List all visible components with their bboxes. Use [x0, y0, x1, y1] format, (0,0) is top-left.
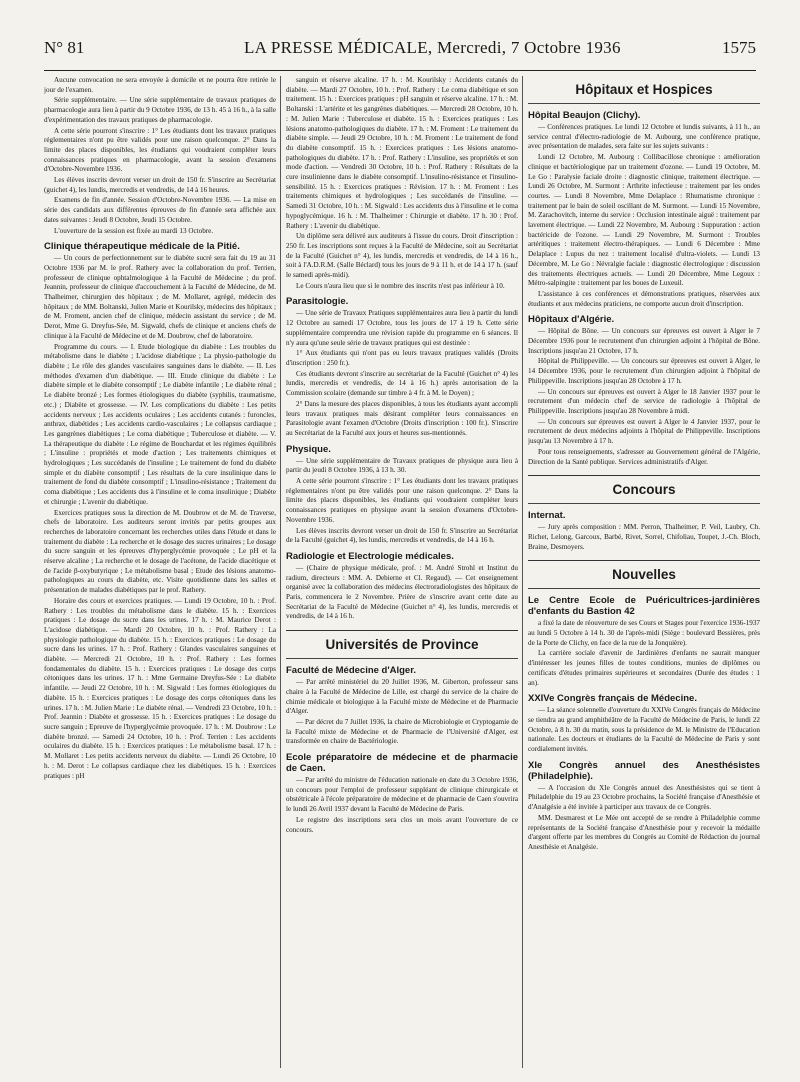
paragraph: — Conférences pratiques. Le lundi 12 Octobre et lundis suivants, à 11 h., au service central d'électro-radiologie de M. Aubourg, une conférence pratique, avec présentation de malades, sera faite sur les sujets suivants : [528, 123, 760, 151]
paragraph: Le Cours n'aura lieu que si le nombre des inscrits n'est pas inférieur à 10. [296, 281, 505, 290]
paragraph: Série supplémentaire. — Une série supplémentaire de travaux pratiques de pharmacologie aura lieu à partir du 9 Octobre 1936, de 13 h. 45 à 16 h., à la salle d'expérimentation des travaux pratiques de pharmacologie. [44, 96, 276, 124]
subsection-heading: Parasitologie. [286, 296, 349, 308]
paragraph: Exercices pratiques sous la direction de M. Doubrow et de M. de Traverse, chefs de laboratoire. Les auditeurs seront invités par petits groupes aux recherches de laboratoire concernant les recherches utiles dans l'étude et dans le traitement du diabète : La recherche et le dosage des sucres urinaires ; Le dosage du sucre sanguin et les épreuves d'hyperglycémie provoquée ; Le pH et la réserve alcaline ; La recherche et le dosage de l'acétone, de l'acide diacétique et de l'acide β-oxybutyrique ; Le métabolisme basal ; Etude des lésions anatomo-pathologiques au cours du diabète, etc. Visite quotidienne dans les salles et présentation de malades diabétiques par le prof. Rathery. [44, 508, 276, 595]
subsection-heading: Le Centre Ecole de Puéricultrices-jardinières d'enfants du Bastion 42 [528, 595, 760, 618]
paragraph: Un diplôme sera délivré aux auditeurs à l'issue du cours. Droit d'inscription : 250 fr. Les inscriptions sont reçues à la Faculté de Médecine, soit au Secrétariat de la Faculté (Guichet n° 4), les lundis, mercredis et vendredis, de 14 à 16 h., soit à l'A.D.R.M. (Salle Béclard) tous les jours de 9 à 11 h. et de 14 à 17 h. (sauf le samedi après-midi). [286, 232, 518, 280]
paragraph: L'assistance à ces conférences et démonstrations pratiques, réservées aux étudiants et aux médecins praticiens, ne comporte aucun droit d'inscription. [528, 289, 760, 308]
paragraph: A cette série pourront s'inscrire : 1° Les étudiants dont les travaux pratiques réglementaires n'ont pu être validés pour une raison quelconque. 2° Dans la limite des places disponibles, les étudiants qui voudraient compléter leurs connaissances pratiques en physique avant la session d'examens d'Octobre-Novembre 1936. [286, 477, 518, 524]
section-rule [528, 560, 760, 561]
page-header [44, 30, 756, 71]
section-heading: Nouvelles [528, 567, 760, 589]
page-number: 1575 [722, 38, 756, 57]
issue-number: N° 81 [44, 38, 85, 57]
paragraph: — Jury après composition : MM. Perron, Thalheimer, P. Veil, Laubry, Ch. Richet, Lelong, Garcoux, Barbé, Rivet, Sorrel, Chifoliau, Toupet, J.-Ch. Bloch, Braine, Desmoyers. [528, 523, 760, 551]
subsection-heading: Clinique thérapeutique médicale de la Pitié. [44, 241, 240, 253]
section-rule [286, 630, 518, 631]
paragraph: Les élèves inscrits devront verser un droit de 150 fr. S'inscrire au Secrétariat de la Faculté (guichet 4), les lundis, mercredis et vendredis, de 14 à 16 h. [286, 526, 518, 545]
subsection-heading: XXIVe Congrès français de Médecine. [528, 693, 697, 705]
paragraph: Hôpital de Philippeville. — Un concours sur épreuves est ouvert à Alger, le 14 Décembre 1936, pour le recrutement d'un chirurgien adjoint à l'hôpital de Philippeville. Inscriptions jusqu'au 28 Octobre à 17 h. [528, 357, 760, 385]
paragraph: Les élèves inscrits devront verser un droit de 150 fr. S'inscrire au Secrétariat (guichet 4), les lundis, mercredis et vendredis, de 14 à 16 heures. [44, 176, 276, 194]
paragraph: 2° Dans la mesure des places disponibles, à tous les étudiants ayant accompli leurs travaux pratiques mais désirant compléter leurs connaissances en Parasitologie avant l'examen d'Octobre (Droits d'inscription : 100 fr.). S'inscrire au Secrétariat de la Faculté aux jours et heures sus-mentionnés. [286, 399, 518, 437]
column-divider [522, 76, 523, 1068]
journal-title: LA PRESSE MÉDICALE, Mercredi, 7 Octobre 1936 [244, 38, 621, 57]
paragraph: — Par arrêté ministériel du 20 Juillet 1936, M. Giberton, professeur sans chaire à la Faculté de Médecine de Lille, est chargé du service de la chaire de chimie médicale et biologique à la Faculté mixte de Médecine et de Pharmacie d'Alger. [286, 678, 518, 716]
paragraph: — Par arrêté du ministre de l'éducation nationale en date du 3 Octobre 1936, un concours pour l'emploi de professeur suppléant de clinique chirurgicale et obstétricale à l'école préparatoire de médecine et de pharmacie de Caen s'ouvrira le lundi 26 Avril 1937 devant la Faculté de Médecine de Paris. [286, 776, 518, 814]
section-heading: Hôpitaux et Hospices [528, 82, 760, 104]
subsection-heading: Ecole préparatoire de médecine et de pharmacie de Caen. [286, 752, 518, 775]
paragraph: Aucune convocation ne sera envoyée à domicile et ne pourra être retirée le jour de l'examen. [44, 76, 276, 94]
paragraph: — Un concours sur épreuves est ouvert à Alger le 18 Janvier 1937 pour le recrutement d'un médecin chef de service de radiologie à l'hôpital de Philippeville. Inscriptions jusqu'au 28 Novembre à midi. [528, 387, 760, 415]
subsection-heading: Hôpitaux d'Algérie. [528, 314, 615, 326]
subsection-heading: Physique. [286, 443, 331, 455]
column-divider [280, 76, 281, 1068]
subsection-heading: Radiologie et Electrologie médicales. [286, 550, 454, 562]
column-2 [286, 76, 518, 1068]
section-heading: Universités de Province [286, 637, 518, 659]
paragraph: Horaire des cours et exercices pratiques. — Lundi 19 Octobre, 10 h. : Prof. Rathery : Les troubles du métabolisme dans le diabète. 15 h. : Exercices pratiques : Le dosage du sucre dans les urines. 17 h. : M. Maurice Derot : L'acidose diabétique. — Mardi 20 Octobre, 10 h. : Prof. Rathery : La physiologie pathologique du diabète. 15 h. : Exercices pratiques : Le dosage du sucre dans les urines. 17 h. : Prof. Rathery : Glandes vasculaires sanguines et diabète. — Mercredi 21 Octobre, 10 h. : Prof. Rathery : Les formes fondamentales du diabète. 15 h. : Exercices pratiques : Le dosage des corps cétoniques dans les urines. 17 h. : Mme Germaine Dreyfus-Sée : Le diabète infantile. — Jeudi 22 Octobre, 10 h. : M. Sigwald : Les formes étiologiques du diabète. 15 h. : Exercices pratiques : Le dosage des corps cétoniques dans les urines. 17 h. : M. Julien Marie : Le diabète rénal. — Vendredi 23 Octobre, 10 h. : Prof. Jeannin : Diabète et grossesse. 15 h. : Exercices pratiques : Le dosage du sucre sanguin ; Epreuve de l'hyperglycémie provoquée. 17 h. : M. Doubrow : Le diabète bronzé. — Samedi 24 Octobre, 10 h. : Prof. Terrien : Les accidents oculaires du diabète. 15 h. : Exercices pratiques : Le métabolisme basal. 17 h. : M. Mollaret : Les petits accidents nerveux du diabète. — Lundi 26 Octobre, 10 h. : M. Derot : Le collapsus cardiaque chez les diabétiques. 15 h. : Exercices pratiques : pH [44, 596, 276, 780]
column-1 [44, 76, 276, 1068]
paragraph: A cette série pourront s'inscrire : 1° Les étudiants dont les travaux pratiques réglementaires n'ont pu être validés pour une raison quelconque. 2° Dans la limite des places disponibles, les étudiants qui voudraient compléter leurs connaissances pratiques en pharmacologie, avant la session d'examens d'Octobre-Novembre 1936. [44, 126, 276, 174]
subsection-heading: Hôpital Beaujon (Clichy). [528, 110, 641, 121]
paragraph: — (Chaire de physique médicale, prof. : M. André Strohl et Institut du radium, directeurs : MM. A. Debierne et Cl. Regaud). — Cet enseignement organisé avec la collaboration des médecins électroradiologistes des hôpitaux de Paris, commencera le 2 Novembre. Prière de s'inscrire avant cette date au Secrétariat de la Faculté de Médecine (Guichet n° 4), les lundis, mercredis et vendredis, de 14 à 16 h. [286, 563, 518, 621]
paragraph: Lundi 12 Octobre, M. Aubourg : Collibacillose chronique : amélioration clinique et bactériologique par un traitement d'ozone. — Lundi 19 Octobre, M. Le Go : Paralysie faciale droite : diagnostic clinique, traitement électrique. — Lundi 26 Octobre, M. Surmont : Arthrite infectieuse : traitement par les ondes courtes. — Lundi 8 Novembre, Mme Delaplace : Rhumatisme chronique : traitement par le bain de soleil oscillant de M. Surmont. — Lundi 15 Novembre, M. Zarachovitch, interne du service : Occlusion intestinale aiguë : traitement par lavement électrique. — Lundi 22 Novembre, M. Aubourg : Suppuration : action bactéricide de l'ozone. — Lundi 29 Novembre, M. Surmont : Troubles artéritiques : traitement électro-thérapiques. — Lundi 6 Décembre : Mme Delaplace : Lupus du nez : traitement localisé d'ultra-violets. — Lundi 13 Décembre, M. Le Go : Névralgie faciale : diagnostic électrologique : discussion des traitements électriques actuels. — Lundi 20 Décembre, Mme Legoux : Métro-salpingite : traitement par les boues de Luxeuil. [528, 153, 760, 288]
paragraph: — Une série supplémentaire de Travaux pratiques de physique aura lieu à partir du jeudi 8 Octobre 1936, à 13 h. 30. [286, 456, 518, 475]
subsection-heading: XIe Congrès annuel des Anesthésistes (Philadelphie). [528, 759, 760, 782]
subsection-heading: Internat. [528, 510, 566, 522]
paragraph: L'ouverture de la session est fixée au mardi 13 Octobre. [54, 226, 214, 235]
paragraph: La carrière sociale d'avenir de Jardinières d'enfants ne saurait manquer d'intéresser les jeunes filles de toutes conditions, munies de diplômes ou certificats d'études primaires supérieures et secondaires (Durée des études : 1 an). [528, 649, 760, 687]
paragraph: a fixé la date de réouverture de ses Cours et Stages pour l'exercice 1936-1937 au lundi 5 Octobre à 14 h. 30 de l'après-midi (Siège : boulevard Bessières, près de la Porte de Clichy, en face de la rue de la Jonquière). [528, 619, 760, 647]
paragraph: — La séance solennelle d'ouverture du XXIVe Congrès français de Médecine se tiendra au grand amphithéâtre de la Faculté de Médecine de Paris, le lundi 22 Octobre, à 8 h. 30 du matin, sous la présidence de M. le Ministre de l'Education nationale. Les docteurs et étudiants de la Faculté de Médecine de Paris y sont cordialement invités. [528, 706, 760, 754]
paragraph: — Une série de Travaux Pratiques supplémentaires aura lieu à partir du lundi 12 Octobre au samedi 17 Octobre, tous les jours de 17 à 19 h. Cette série supplémentaire comprendra une révision rapide du programme en 6 séances. Il n'y aura qu'une seule série de travaux pratiques qui est destinée : [286, 309, 518, 347]
paragraph: — Par décret du 7 Juillet 1936, la chaire de Microbiologie et Cryptogamie de la Faculté mixte de Médecine et de Pharmacie de l'Université d'Alger, est transformée en chaire de Bactériologie. [286, 717, 518, 746]
paragraph: — Un cours de perfectionnement sur le diabète sucré sera fait du 19 au 31 Octobre 1936 par M. le prof. Rathery avec la collaboration du prof. Terrien, professeur de clinique ophtalmologique à la Faculté de Médecine ; du prof. Jeannin, professeur de clinique d'accouchement à la Faculté de Médecine, de M. Thalheimer, chirurgien des hôpitaux ; de M. Mollaret, agrégé, médecin des hôpitaux ; de MM. Boltanski, Julien Marie et Kourilsky, médecins des hôpitaux ; de M. Froment, ancien chef de clinique, médecin assistant du service ; de M. Derot, Mme G. Dreyfus-Sée, M. Sigwald, chefs de clinique et anciens chefs de clinique à la Faculté de Médecine et de M. Doubrow, chef de laboratoire. [44, 254, 276, 340]
paragraph: sanguin et réserve alcaline. 17 h. : M. Kourilsky : Accidents cutanés du diabète. — Mardi 27 Octobre, 10 h. : Prof. Rathery : Le coma diabétique et son traitement. 15 h. : Exercices pratiques : pH sanguin et réserve alcaline. 17 h. : M. Boltanski : L'artérite et les gangrènes diabétiques. — Mercredi 28 Octobre, 10 h. : M. Julien Marie : Tuberculose et diabète. 15 h. : Exercices pratiques : Les lésions anatomo-pathologiques du diabète. 17 h. : M. Froment : Le traitement du diabète simple. — Jeudi 29 Octobre, 10 h. : M. Froment : Le traitement de fond du diabète consomptif. 15 h. : Exercices pratiques : Les lésions anatomo-pathologiques du diabète. 17 h. : Prof. Rathery : L'insuline, ses propriétés et son mode d'action. — Vendredi 30 Octobre, 10 h. : Prof. Rathery : Résultats de la cure insulinienne dans le diabète consomptif. L'insulino-résistance et l'insulino-sensibilité. 15 h. : Exercices pratiques : Révision. 17 h. : M. Froment : Les traitements chimiques et hydrologiques ; Les succédanés de l'insuline. — Samedi 31 Octobre, 10 h. : M. Sigwald : Les accidents dus à l'insuline et le coma hypoglycémique. 16 h. : M. Thalheimer : Chirurgie et diabète. 17 h. 30 : Prof. Rathery : L'avenir du diabétique. [286, 76, 518, 230]
paragraph: Ces étudiants devront s'inscrire au secrétariat de la Faculté (Guichet n° 4) les lundis, mercredis et vendredis, de 14 à 16 h.) après autorisation de la Commission scolaire (demande sur timbre à 4 fr. à M. le Doyen) ; [286, 369, 518, 398]
paragraph: Programme du cours. — I. Etude biologique du diabète : Les troubles du métabolisme dans le diabète ; L'acidose diabétique ; La physio-pathologie du diabète ; Le rôle des glandes vasculaires sanguines dans le diabète. — II. Les méthodes d'examen d'un diabétique. — III. Etude clinique du diabète : Le diabète simple et le diabète consomptif ; Le diabète infantile ; Le diabète rénal ; Le diabète bronzé ; Les formes étiologiques du diabète (syphilis, traumatisme, etc.) ; Diabète et grossesse. — IV. Les complications du diabète : Les petits accidents nerveux ; Les accidents oculaires ; Les accidents cutanés : furoncles, anthrax, diabétides ; Les accidents cardio-vasculaires ; Le collapsus cardiaque ; Les gangrènes diabétiques ; Le coma diabétique ; Tuberculose et diabète. — V. La thérapeutique du diabète : Le régime de Bouchardat et les régimes équilibrés ; L'insuline : propriétés et mode d'action ; Les traitements chimiques et hydrologiques ; Les succédanés de l'insuline ; Le traitement de fond du diabète simple et du diabète consomptif ; Les résultats de la cure insulinique dans le traitement de fond du diabète consomptif ; L'insulino-résistance ; Traitement du coma diabétique ; Les accidents dus à l'insuline et le coma insulinique ; Diabète et chirurgie ; L'avenir du diabétique. [44, 342, 276, 506]
paragraph: Examens de fin d'année. Session d'Octobre-Novembre 1936. — La mise en série des candidats aux différentes épreuves de fin d'année sera affichée aux dates suivantes : Jeudi 8 Octobre, Jeudi 15 Octobre. [44, 196, 276, 224]
paragraph: Le registre des inscriptions sera clos un mois avant l'ouverture de ce concours. [286, 815, 518, 834]
section-heading: Concours [528, 482, 760, 504]
subsection-heading: Faculté de Médecine d'Alger. [286, 665, 417, 677]
paragraph: — Hôpital de Bône. — Un concours sur épreuves est ouvert à Alger le 7 Décembre 1936 pour le recrutement d'un chirurgien adjoint à l'hôpital de Bône. Inscriptions jusqu'au 21 Octobre, 17 h. [528, 327, 760, 355]
paragraph: — A l'occasion du XIe Congrès annuel des Anesthésistes qui se tient à Philadelphie du 19 au 23 Octobre prochains, la Société française d'Anesthésie et d'Analgésie a été invitée à participer aux travaux de ce Congrès. [528, 783, 760, 812]
paragraph: 1° Aux étudiants qui n'ont pas eu leurs travaux pratiques validés (Droits d'inscription : 250 fr.). [286, 349, 518, 367]
column-3 [528, 76, 760, 1068]
paragraph: Pour tous renseignements, s'adresser au Gouvernement général de l'Algérie, Direction de la Santé publique. Services administratifs d'Alger. [528, 447, 760, 466]
section-rule [528, 475, 760, 476]
paragraph: — Un concours sur épreuves est ouvert à Alger le 4 Janvier 1937, pour le recrutement de deux médecins adjoints à l'hôpital de Philippeville. Inscriptions jusqu'au 13 Novembre à 17 h. [528, 417, 760, 446]
paragraph: MM. Desmarest et Le Mée ont accepté de se rendre à Philadelphie comme représentants de la Société française d'Anesthésie pour y recevoir la médaille d'argent offerte par les membres du Congrès au Comité de Rédaction du journal Anesthésie et Analgésie. [528, 813, 760, 851]
